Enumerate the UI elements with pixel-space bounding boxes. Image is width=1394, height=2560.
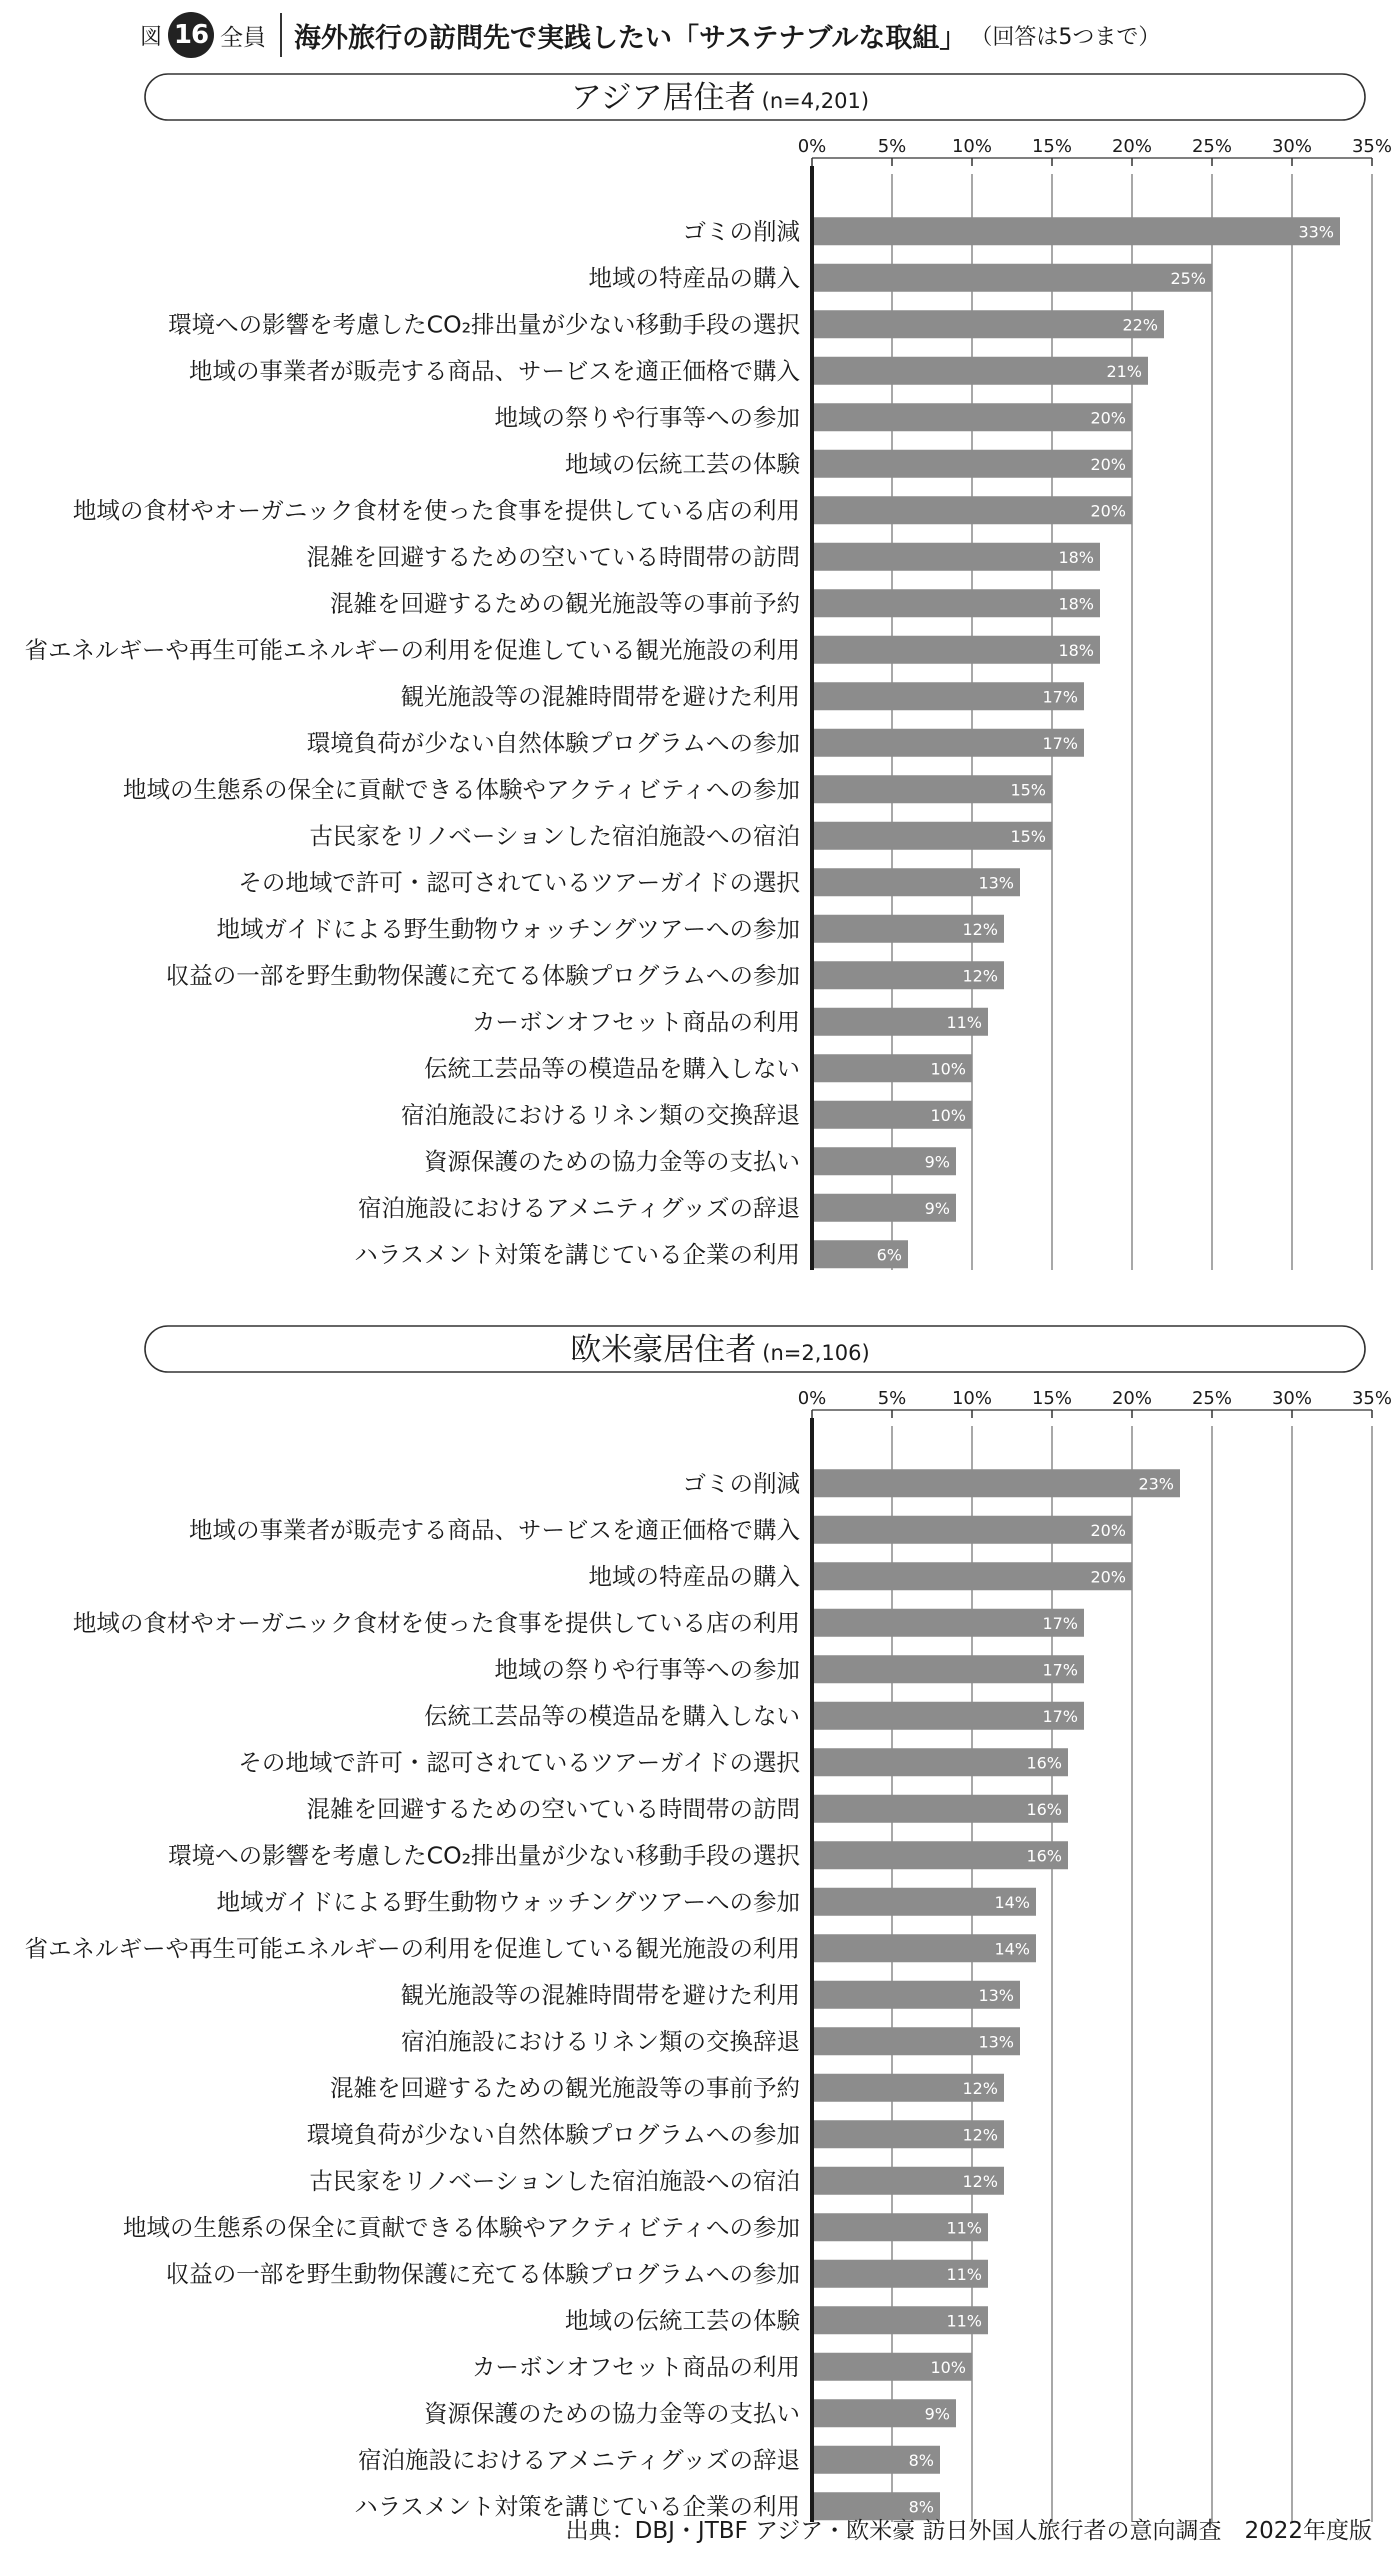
- x-tick-label: 0%: [797, 1388, 827, 1409]
- bar: [812, 496, 1132, 524]
- category-label: 混雑を回避するための空いている時間帯の訪問: [306, 1794, 800, 1823]
- category-label: 地域ガイドによる野生動物ウォッチングツアーへの参加: [216, 1887, 800, 1916]
- value-label: 9%: [924, 2404, 950, 2424]
- category-label: ハラスメント対策を講じている企業の利用: [354, 2492, 800, 2521]
- bar: [812, 636, 1100, 664]
- source-note: 出典：DBJ・JTBF アジア・欧米豪 訪日外国人旅行者の意向調査 2022年度版: [565, 2518, 1372, 2544]
- value-label: 9%: [924, 1198, 950, 1218]
- x-tick-label: 5%: [877, 1388, 907, 1409]
- x-tick-label: 10%: [951, 1388, 993, 1409]
- header-divider: [280, 13, 282, 57]
- bar: [812, 310, 1164, 338]
- category-label: 地域ガイドによる野生動物ウォッチングツアーへの参加: [216, 914, 800, 943]
- value-label: 20%: [1090, 1567, 1126, 1587]
- bar: [812, 1562, 1132, 1590]
- value-label: 12%: [962, 2125, 998, 2145]
- value-label: 10%: [930, 1105, 966, 1125]
- value-label: 16%: [1026, 1846, 1062, 1866]
- value-label: 12%: [962, 2171, 998, 2191]
- value-label: 11%: [946, 2218, 982, 2238]
- category-label: 地域の伝統工芸の体験: [565, 2306, 800, 2335]
- category-label: 地域の食材やオーガニック食材を使った食事を提供している店の利用: [72, 1608, 800, 1637]
- category-label: 宿泊施設におけるリネン類の交換辞退: [400, 1100, 800, 1129]
- value-label: 8%: [908, 2450, 934, 2470]
- value-label: 11%: [946, 2311, 982, 2331]
- figure-title: 海外旅行の訪問先で実践したい「サステナブルな取組」: [294, 22, 967, 54]
- chart-sample-size: (n=2,106): [762, 1341, 870, 1365]
- category-label: 地域の食材やオーガニック食材を使った食事を提供している店の利用: [72, 496, 800, 525]
- chart-asia-svg: [0, 70, 1394, 1270]
- value-label: 33%: [1298, 222, 1334, 242]
- value-label: 20%: [1090, 408, 1126, 428]
- value-label: 22%: [1122, 315, 1158, 335]
- value-label: 15%: [1010, 780, 1046, 800]
- x-tick-label: 10%: [951, 136, 993, 157]
- category-label: 収益の一部を野生動物保護に充てる体験プログラムへの参加: [165, 961, 800, 990]
- x-tick-label: 15%: [1031, 1388, 1073, 1409]
- value-label: 6%: [876, 1245, 902, 1265]
- value-label: 10%: [930, 2357, 966, 2377]
- value-label: 18%: [1058, 547, 1094, 567]
- category-label: 地域の特産品の購入: [588, 1562, 800, 1591]
- category-label: 混雑を回避するための観光施設等の事前予約: [330, 2073, 800, 2102]
- category-label: ゴミの削減: [682, 217, 800, 246]
- bar: [812, 217, 1340, 245]
- category-label: 宿泊施設におけるアメニティグッズの辞退: [357, 1193, 800, 1222]
- category-label: 混雑を回避するための観光施設等の事前予約: [330, 589, 800, 618]
- category-label: 資源保護のための協力金等の支払い: [424, 1147, 800, 1176]
- category-label: 省エネルギーや再生可能エネルギーの利用を促進している観光施設の利用: [24, 635, 800, 664]
- category-label: 収益の一部を野生動物保護に充てる体験プログラムへの参加: [165, 2259, 800, 2288]
- bar: [812, 357, 1148, 385]
- value-label: 25%: [1170, 268, 1206, 288]
- value-label: 17%: [1042, 733, 1078, 753]
- x-tick-label: 5%: [877, 136, 907, 157]
- category-label: 省エネルギーや再生可能エネルギーの利用を促進している観光施設の利用: [24, 1934, 800, 1963]
- value-label: 21%: [1106, 361, 1142, 381]
- category-label: 古民家をリノベーションした宿泊施設への宿泊: [309, 2166, 800, 2195]
- bar: [812, 403, 1132, 431]
- chart-sample-size: (n=4,201): [761, 89, 870, 113]
- bar: [812, 543, 1100, 571]
- category-label: 地域の生態系の保全に貢献できる体験やアクティビティへの参加: [122, 775, 800, 804]
- value-label: 14%: [994, 1892, 1030, 1912]
- value-label: 20%: [1090, 454, 1126, 474]
- value-label: 17%: [1042, 1706, 1078, 1726]
- value-label: 13%: [978, 2032, 1014, 2052]
- value-label: 14%: [994, 1939, 1030, 1959]
- figure-header: [140, 12, 1160, 58]
- category-label: 環境負荷が少ない自然体験プログラムへの参加: [306, 2120, 800, 2149]
- value-label: 9%: [924, 1152, 950, 1172]
- value-label: 12%: [962, 966, 998, 986]
- category-label: カーボンオフセット商品の利用: [471, 1007, 800, 1036]
- x-tick-label: 15%: [1031, 136, 1073, 157]
- x-tick-label: 35%: [1351, 136, 1393, 157]
- audience-label: 全員: [220, 24, 267, 51]
- bar: [812, 450, 1132, 478]
- value-label: 17%: [1042, 1613, 1078, 1633]
- value-label: 13%: [978, 873, 1014, 893]
- category-label: 地域の事業者が販売する商品、サービスを適正価格で購入: [189, 1515, 800, 1544]
- category-label: その地域で許可・認可されているツアーガイドの選択: [238, 868, 800, 897]
- category-label: 伝統工芸品等の模造品を購入しない: [424, 1701, 800, 1730]
- x-tick-label: 20%: [1111, 136, 1153, 157]
- x-tick-label: 25%: [1191, 1388, 1233, 1409]
- value-label: 23%: [1138, 1474, 1174, 1494]
- category-label: 地域の生態系の保全に貢献できる体験やアクティビティへの参加: [122, 2213, 800, 2242]
- category-label: 地域の伝統工芸の体験: [565, 449, 800, 478]
- value-label: 18%: [1058, 594, 1094, 614]
- value-label: 15%: [1010, 826, 1046, 846]
- category-label: 古民家をリノベーションした宿泊施設への宿泊: [309, 821, 800, 850]
- category-label: 伝統工芸品等の模造品を購入しない: [424, 1054, 800, 1083]
- figure-label: 図: [140, 24, 163, 50]
- value-label: 12%: [962, 2078, 998, 2098]
- category-label: ゴミの削減: [682, 1469, 800, 1498]
- category-label: 混雑を回避するための空いている時間帯の訪問: [306, 542, 800, 571]
- value-label: 18%: [1058, 640, 1094, 660]
- category-label: 環境への影響を考慮したCO₂排出量が少ない移動手段の選択: [168, 310, 800, 339]
- chart-western: [0, 1322, 1394, 2522]
- figure-note: （回答は5つまで）: [970, 24, 1161, 50]
- value-label: 11%: [946, 1012, 982, 1032]
- category-label: 観光施設等の混雑時間帯を避けた利用: [400, 682, 800, 711]
- value-label: 20%: [1090, 501, 1126, 521]
- value-label: 16%: [1026, 1753, 1062, 1773]
- x-tick-label: 25%: [1191, 136, 1233, 157]
- category-label: 地域の特産品の購入: [588, 263, 800, 292]
- chart-western-svg: [0, 1322, 1394, 2522]
- value-label: 20%: [1090, 1520, 1126, 1540]
- category-label: 地域の事業者が販売する商品、サービスを適正価格で購入: [189, 356, 800, 385]
- x-tick-label: 30%: [1271, 1388, 1313, 1409]
- category-label: 宿泊施設におけるリネン類の交換辞退: [400, 2027, 800, 2056]
- chart-title-text: アジア居住者: [570, 80, 756, 116]
- value-label: 16%: [1026, 1799, 1062, 1819]
- x-tick-label: 20%: [1111, 1388, 1153, 1409]
- bar: [812, 589, 1100, 617]
- category-label: 環境負荷が少ない自然体験プログラムへの参加: [306, 728, 800, 757]
- figure-number-badge: 16: [168, 12, 214, 58]
- bar: [812, 264, 1212, 292]
- bar: [812, 1516, 1132, 1544]
- chart-title-text: 欧米豪居住者: [570, 1332, 757, 1368]
- category-label: 観光施設等の混雑時間帯を避けた利用: [400, 1980, 800, 2009]
- value-label: 13%: [978, 1985, 1014, 2005]
- value-label: 17%: [1042, 687, 1078, 707]
- value-label: 12%: [962, 919, 998, 939]
- category-label: 環境への影響を考慮したCO₂排出量が少ない移動手段の選択: [168, 1841, 800, 1870]
- value-label: 11%: [946, 2264, 982, 2284]
- category-label: 宿泊施設におけるアメニティグッズの辞退: [357, 2445, 800, 2474]
- x-tick-label: 30%: [1271, 136, 1313, 157]
- category-label: 地域の祭りや行事等への参加: [494, 403, 800, 432]
- x-tick-label: 0%: [797, 136, 827, 157]
- value-label: 8%: [908, 2497, 934, 2517]
- category-label: カーボンオフセット商品の利用: [471, 2352, 800, 2381]
- value-label: 17%: [1042, 1660, 1078, 1680]
- value-label: 10%: [930, 1059, 966, 1079]
- category-label: 地域の祭りや行事等への参加: [494, 1655, 800, 1684]
- chart-asia: [0, 70, 1394, 1270]
- bar: [812, 1469, 1180, 1497]
- category-label: ハラスメント対策を講じている企業の利用: [354, 1240, 800, 1269]
- x-tick-label: 35%: [1351, 1388, 1393, 1409]
- category-label: その地域で許可・認可されているツアーガイドの選択: [238, 1748, 800, 1777]
- category-label: 資源保護のための協力金等の支払い: [424, 2399, 800, 2428]
